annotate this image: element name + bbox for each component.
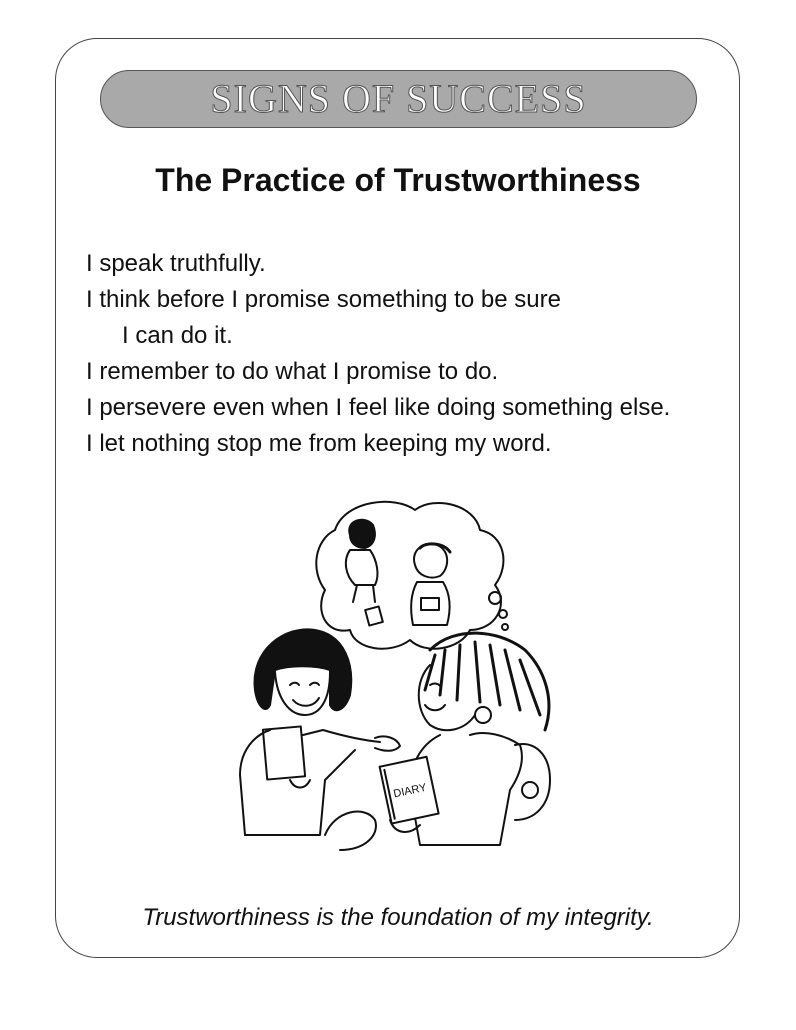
practice-list bbox=[86, 246, 746, 462]
banner-title: SIGNS OF SUCCESS bbox=[210, 76, 587, 121]
footer-quote: Trustworthiness is the foundation of my integrity. bbox=[142, 904, 654, 931]
practice-line: I let nothing stop me from keeping my word. bbox=[86, 430, 552, 457]
right-girl-earring bbox=[475, 707, 491, 723]
left-girl-hair bbox=[255, 629, 352, 710]
bubble-figure-left bbox=[346, 520, 383, 626]
left-girl bbox=[240, 629, 400, 835]
practice-line: I persevere even when I feel like doing something else. bbox=[86, 394, 671, 421]
diary-label: DIARY bbox=[392, 781, 428, 801]
left-girl-face bbox=[275, 672, 330, 715]
left-girl-book bbox=[263, 726, 305, 779]
bubble-figure-right bbox=[411, 544, 450, 625]
thought-dot-small bbox=[502, 624, 508, 630]
page-title: The Practice of Trustworthiness bbox=[155, 162, 641, 198]
practice-line: I remember to do what I promise to do. bbox=[86, 358, 499, 385]
thought-dot-medium bbox=[499, 610, 507, 618]
section-banner bbox=[100, 70, 697, 128]
bag bbox=[325, 812, 376, 850]
practice-line: I think before I promise something to be sure bbox=[86, 286, 561, 313]
practice-line-continuation: I can do it. bbox=[122, 322, 233, 349]
practice-line: I speak truthfully. bbox=[86, 250, 266, 277]
thought-dot-large bbox=[489, 592, 501, 604]
thought-bubble bbox=[316, 502, 503, 649]
right-girl-face bbox=[419, 665, 475, 730]
two-girls-diary-illustration bbox=[225, 490, 570, 855]
